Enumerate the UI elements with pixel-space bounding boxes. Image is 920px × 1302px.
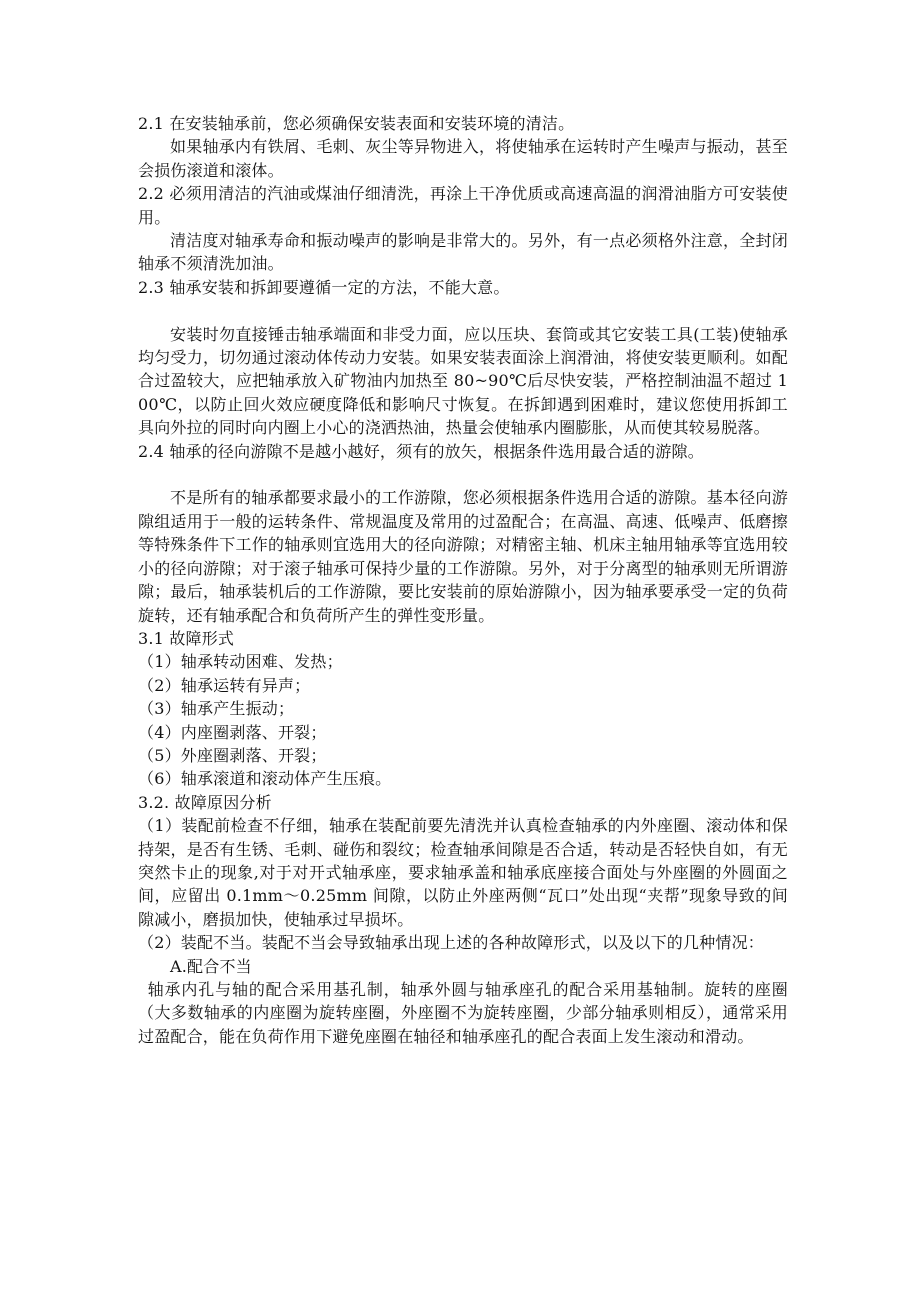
fault-list-item: （2）轴承运转有异声；: [138, 675, 311, 695]
blank-line: [138, 463, 788, 486]
fault-list-item: （4）内座圈剥落、开裂；: [138, 722, 327, 742]
section-2-4-heading: 2.4 轴承的径向游隙不是越小越好，须有的放矢，根据条件选用最合适的游隙。: [138, 441, 704, 461]
fault-list-item: （1）轴承转动困难、发热；: [138, 652, 343, 672]
section-2-3-heading: 2.3 轴承安装和拆卸要遵循一定的方法，不能大意。: [138, 277, 510, 297]
paragraph-radial-clearance: 不是所有的轴承都要求最小的工作游隙，您必须根据条件选用合适的游隙。基本径向游隙组适用于一般的运转条件、常规温度及常用的过盈配合；在高温、高速、低噪声、低磨擦等特殊条件下工作的轴承则宜选用大的径向游隙；对精密主轴、机床主轴用轴承等宜选用较小的径向游隙；对于滚子轴承可保持少量的工作游隙。另外，对于分离型的轴承则无所谓游隙；最后，轴承装机后的工作游隙，要比安装前的原始游隙小，因为轴承要承受一定的负荷旋转，还有轴承配合和负荷所产生的弹性变形量。: [138, 488, 788, 625]
fault-list-item: （5）外座圈剥落、开裂；: [138, 745, 327, 765]
blank-line: [138, 299, 788, 322]
fault-list-item: （3）轴承产生振动；: [138, 699, 295, 719]
section-2-1-heading: 2.1 在安装轴承前，您必须确保安装表面和安装环境的清洁。: [138, 114, 575, 133]
section-3-1-heading: 3.1 故障形式: [138, 628, 235, 648]
fault-list-item: （6）轴承滚道和滚动体产生压痕。: [138, 769, 392, 789]
paragraph-cleanliness: 清洁度对轴承寿命和振动噪声的影响是非常大的。另外，有一点必须格外注意，全封闭轴承不须清洗加油。: [138, 231, 788, 274]
section-3-2-heading: 3.2. 故障原因分析: [138, 792, 272, 812]
paragraph-foreign-matter: 如果轴承内有铁屑、毛刺、灰尘等异物进入，将使轴承在运转时产生噪声与振动，甚至会损伤滚道和滚体。: [138, 137, 788, 180]
paragraph-improper-assembly: （2）装配不当。装配不当会导致轴承出现上述的各种故障形式，以及以下的几种情况：: [138, 933, 764, 953]
paragraph-inspection: （1）装配前检查不仔细，轴承在装配前要先清洗并认真检查轴承的内外座圈、滚动体和保持架，是否有生锈、毛刺、碰伤和裂纹；检查轴承间隙是否合适，转动是否轻快自如，有无突然卡止的现象,对于对开式轴承座，要求轴承盖和轴承底座接合面处与外座圈的外圆面之间，应留出 0.1mm～0.25mm 间隙，以防止外座两侧“瓦口”处出现“夹帮”现象导致的间隙减小，磨损加快，使轴承过早损坏。: [138, 816, 788, 929]
paragraph-fit-system: 轴承内孔与轴的配合采用基孔制，轴承外圆与轴承座孔的配合采用基轴制。旋转的座圈（大多数轴承的内座圈为旋转座圈，外座圈不为旋转座圈，少部分轴承则相反），通常采用过盈配合，能在负荷作用下避免座圈在轴径和轴承座孔的配合表面上发生滚动和滑动。: [138, 980, 788, 1046]
subheading-improper-fit: A.配合不当: [170, 956, 252, 976]
paragraph-installation-method: 安装时勿直接锤击轴承端面和非受力面，应以压块、套筒或其它安装工具(工装)使轴承均匀受力，切勿通过滚动体传动力安装。如果安装表面涂上润滑油，将使安装更顺利。如配合过盈较大，应把轴承放入矿物油内加热至 80~90℃后尽快安装，严格控制油温不超过 100℃，以防止回火效应硬度降低和影响尺寸恢复。在拆卸遇到困难时，建议您使用拆卸工具向外拉的同时向内圈上小心的浇洒热油，热量会使轴承内圈膨胀，从而使其较易脱落。: [138, 324, 788, 438]
document-body: [138, 112, 788, 1048]
section-2-2-heading: 2.2 必须用清洁的汽油或煤油仔细清洗，再涂上干净优质或高速高温的润滑油脂方可安装使用。: [138, 184, 788, 227]
